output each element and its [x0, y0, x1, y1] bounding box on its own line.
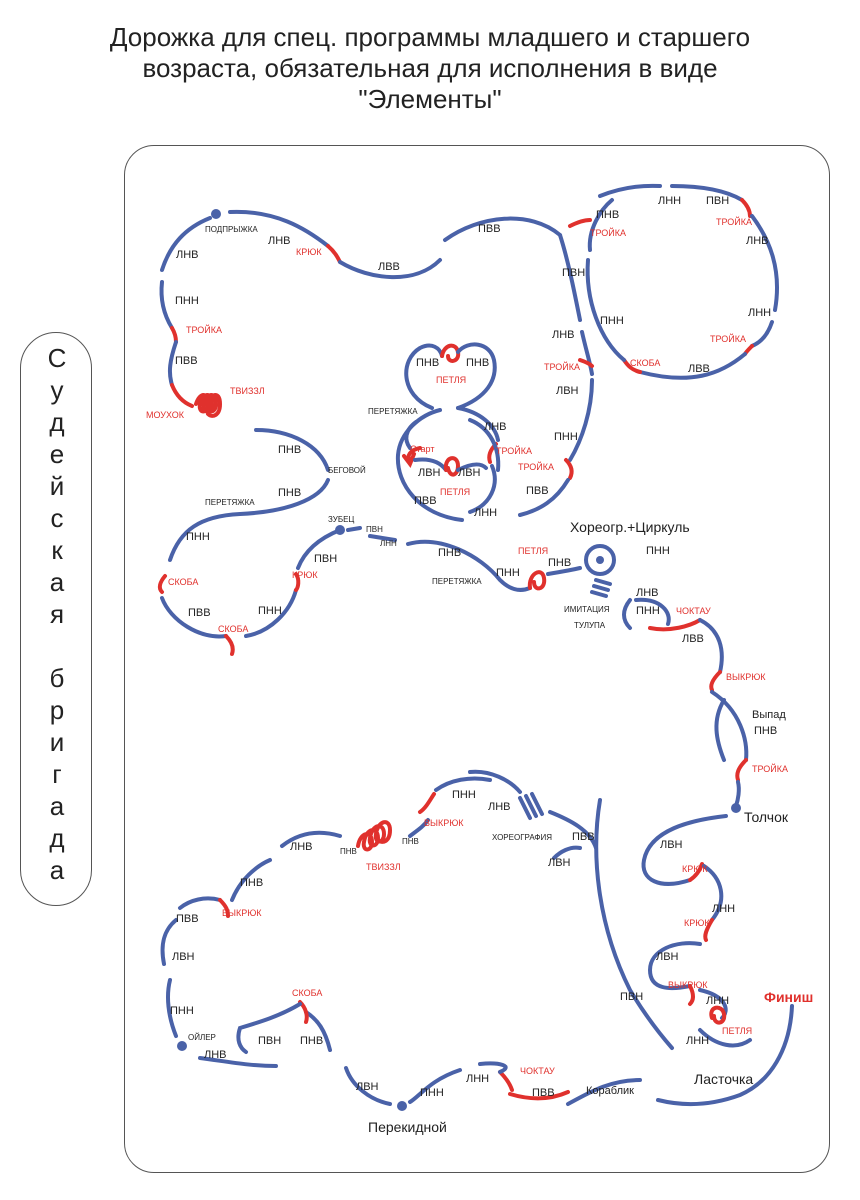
label: ПНВ [754, 725, 778, 737]
label: ЛНН [658, 195, 682, 207]
label: ТРОЙКА [544, 362, 581, 372]
edge [716, 700, 724, 760]
edge [582, 332, 592, 374]
judges-letter: д [49, 407, 65, 437]
label: ПНН [452, 789, 476, 801]
title-line-3: "Элементы" [358, 84, 502, 114]
judges-letter: а [49, 855, 65, 885]
label: ЛВН [656, 951, 679, 963]
label: СКОБА [292, 988, 323, 998]
element-choctaw [500, 1072, 512, 1090]
element-choctaw [650, 620, 700, 629]
label: ПЕТЛЯ [722, 1026, 753, 1036]
right-descent [586, 546, 753, 1048]
element-three-turn [570, 220, 590, 226]
label: ПВВ [175, 355, 198, 367]
label: ПНН [600, 315, 624, 327]
judges-letter: к [51, 535, 63, 565]
edge [480, 1063, 506, 1072]
label: ПЕТЛЯ [440, 487, 471, 497]
label: ТРОЙКА [716, 217, 753, 227]
element-counter [711, 672, 720, 690]
element-loop [711, 1008, 724, 1023]
label: ЧОКТАУ [520, 1066, 555, 1076]
label: ТРОЙКА [752, 764, 789, 774]
label: ПВН [314, 553, 338, 565]
label: ПНВ [596, 209, 620, 221]
label: ЛВН [660, 839, 683, 851]
judges-letter: й [49, 471, 65, 501]
element-loop [442, 346, 458, 361]
judges-letter: р [49, 695, 65, 725]
label: ЛНВ [552, 329, 575, 341]
label: ПВВ [414, 495, 437, 507]
label: ПВН [620, 991, 644, 1003]
label: ТРОЙКА [518, 462, 555, 472]
label: ПЕТЛЯ [518, 546, 549, 556]
label: ПНВ [548, 557, 572, 569]
label: ТРОЙКА [710, 334, 747, 344]
label: ХОРЕОГРАФИЯ [492, 833, 552, 842]
label: ТВИЗЗЛ [230, 386, 265, 396]
judges-letter: е [49, 439, 65, 469]
label: ЛВН [418, 467, 441, 479]
element-twizzle [196, 395, 220, 416]
label: ЛВН [458, 467, 481, 479]
label: ПНН [420, 1087, 444, 1099]
edge [162, 218, 210, 270]
label: ЛВН [548, 857, 571, 869]
toe-step-dot [397, 1101, 407, 1111]
label: ЛНВ [204, 1049, 227, 1061]
label: ТРОЙКА [186, 325, 223, 335]
label: МОУХОК [146, 410, 184, 420]
label: ВЫКРЮК [222, 908, 262, 918]
judges-letter: а [49, 791, 65, 821]
element-bracket [160, 576, 165, 592]
label: ПВВ [572, 831, 595, 843]
judges-letter: С [47, 343, 67, 373]
judges-letter: у [50, 375, 64, 405]
label: Финиш [764, 989, 814, 1005]
label: ЛНН [712, 903, 736, 915]
edge [348, 528, 360, 530]
top-right-loop [520, 186, 777, 515]
label: ПНВ [300, 1035, 324, 1047]
element-counter [420, 794, 434, 812]
element-three-turn [737, 760, 746, 780]
judges-letter: с [50, 503, 64, 533]
label: ЛВВ [378, 261, 400, 273]
label: СКОБА [630, 358, 661, 368]
label: ОЙЛЕР [188, 1033, 216, 1042]
label: ПВВ [532, 1087, 555, 1099]
edge [736, 782, 739, 806]
label: ЛНН [748, 307, 772, 319]
element-hook [328, 246, 340, 262]
label: ПЕТЛЯ [436, 375, 467, 385]
title-line-2: возраста, обязательная для исполнения в виде [142, 53, 718, 83]
label: ЛНН [466, 1073, 490, 1085]
label: ТРОЙКА [590, 228, 627, 238]
label: ПНН [175, 295, 199, 307]
label: ПЕРЕТЯЖКА [205, 498, 255, 507]
toe-loop-imitation [592, 580, 610, 596]
label: ПНВ [438, 547, 462, 559]
judges-letter: и [49, 727, 65, 757]
label: ТУЛУПА [574, 621, 606, 630]
edge [180, 898, 220, 908]
label: ПНН [646, 545, 670, 557]
label: ИМИТАЦИЯ [564, 605, 610, 614]
label: Толчок [744, 809, 789, 825]
label: ПНН [186, 531, 210, 543]
top-left-loop [161, 209, 560, 416]
edge [590, 200, 612, 250]
label: КРЮК [296, 247, 322, 257]
label: ПНВ [278, 444, 302, 456]
element-bracket [226, 636, 233, 654]
label: ПНН [170, 1005, 194, 1017]
choreo-circle-center [596, 556, 604, 564]
label: ЗУБЕЦ [328, 515, 355, 524]
edge [588, 260, 624, 360]
label: ЛВВ [682, 633, 704, 645]
label: ПОДПРЫЖКА [205, 225, 258, 234]
label: Ласточка [694, 1071, 754, 1087]
edge [624, 600, 630, 628]
judges-letter: г [52, 759, 62, 789]
label: ЛНН [380, 539, 397, 548]
toe-step-dot [211, 209, 221, 219]
label: ПНВ [402, 837, 419, 846]
label: ПНВ [416, 357, 440, 369]
label: ЛВН [556, 385, 579, 397]
label: ПНВ [340, 847, 357, 856]
judges-letter: д [49, 823, 65, 853]
label: ПВН [706, 195, 730, 207]
label: Старт [410, 444, 435, 454]
label: ЛНВ [290, 841, 313, 853]
edge [170, 480, 328, 560]
label: ЛНВ [488, 801, 511, 813]
label: ЛНВ [746, 235, 769, 247]
toe-step-dot [177, 1041, 187, 1051]
edge [470, 772, 520, 792]
element-three-turn [172, 328, 176, 342]
label: ПВН [562, 267, 586, 279]
edge [161, 282, 172, 328]
label: ПНН [636, 605, 660, 617]
label: БЕГОВОЙ [328, 466, 366, 475]
label: ЛВВ [688, 363, 710, 375]
label: ПВВ [188, 607, 211, 619]
label: ПВН [366, 525, 383, 534]
label: ЛНВ [268, 235, 291, 247]
element-twizzle [358, 822, 390, 849]
label: ЧОКТАУ [676, 606, 711, 616]
judges-letter: а [49, 567, 65, 597]
left-middle-loop [160, 430, 580, 654]
label: ПВН [258, 1035, 282, 1047]
label: КРЮК [682, 864, 708, 874]
title-line-1: Дорожка для спец. программы младшего и старшего [109, 22, 751, 52]
label: СКОБА [218, 624, 249, 634]
label: ПНВ [240, 877, 264, 889]
label: ПЕРЕТЯЖКА [432, 577, 482, 586]
label: ЛВН [356, 1081, 379, 1093]
label: Перекидной [368, 1119, 447, 1135]
label: ВЫКРЮК [726, 672, 766, 682]
label: ПЕРЕТЯЖКА [368, 407, 418, 416]
label: ПНН [496, 567, 520, 579]
label: ПВВ [526, 485, 549, 497]
label: ЛНВ [176, 249, 199, 261]
edge [445, 219, 560, 240]
label: ПНН [554, 431, 578, 443]
label: СКОБА [168, 577, 199, 587]
label: ПВВ [478, 223, 501, 235]
toe-step-dot [335, 525, 345, 535]
judges-letter: я [49, 599, 65, 629]
edge [600, 186, 660, 196]
label: КРЮК [684, 918, 710, 928]
label: ЛВН [172, 951, 195, 963]
label: ЛНВ [636, 587, 659, 599]
label: ЛНН [474, 507, 498, 519]
label: КРЮК [292, 570, 318, 580]
element-loop [446, 458, 458, 474]
label: ПВВ [176, 913, 199, 925]
label: ПНВ [278, 487, 302, 499]
edge [752, 216, 777, 310]
label: Выпад [752, 709, 786, 721]
label: ПНН [258, 605, 282, 617]
choreo-steps [520, 794, 542, 818]
label: Хореогр.+Циркуль [570, 519, 690, 535]
label: ТРОЙКА [496, 446, 533, 456]
element-mohawk [172, 385, 192, 406]
edge [700, 620, 722, 672]
label: ТВИЗЗЛ [366, 862, 401, 872]
toe-step-dot [731, 803, 741, 813]
edge [752, 322, 772, 346]
element-three-turn [742, 200, 750, 216]
label: ВЫКРЮК [424, 818, 464, 828]
judges-letter: б [49, 663, 65, 693]
label: ЛНН [686, 1035, 710, 1047]
element-three-turn [566, 460, 572, 478]
label: ПНВ [466, 357, 490, 369]
label: Кораблик [586, 1085, 634, 1097]
element-loop [530, 572, 544, 588]
label: ЛНВ [484, 421, 507, 433]
label: ВЫКРЮК [668, 980, 708, 990]
label: ЛНН [706, 995, 730, 1007]
